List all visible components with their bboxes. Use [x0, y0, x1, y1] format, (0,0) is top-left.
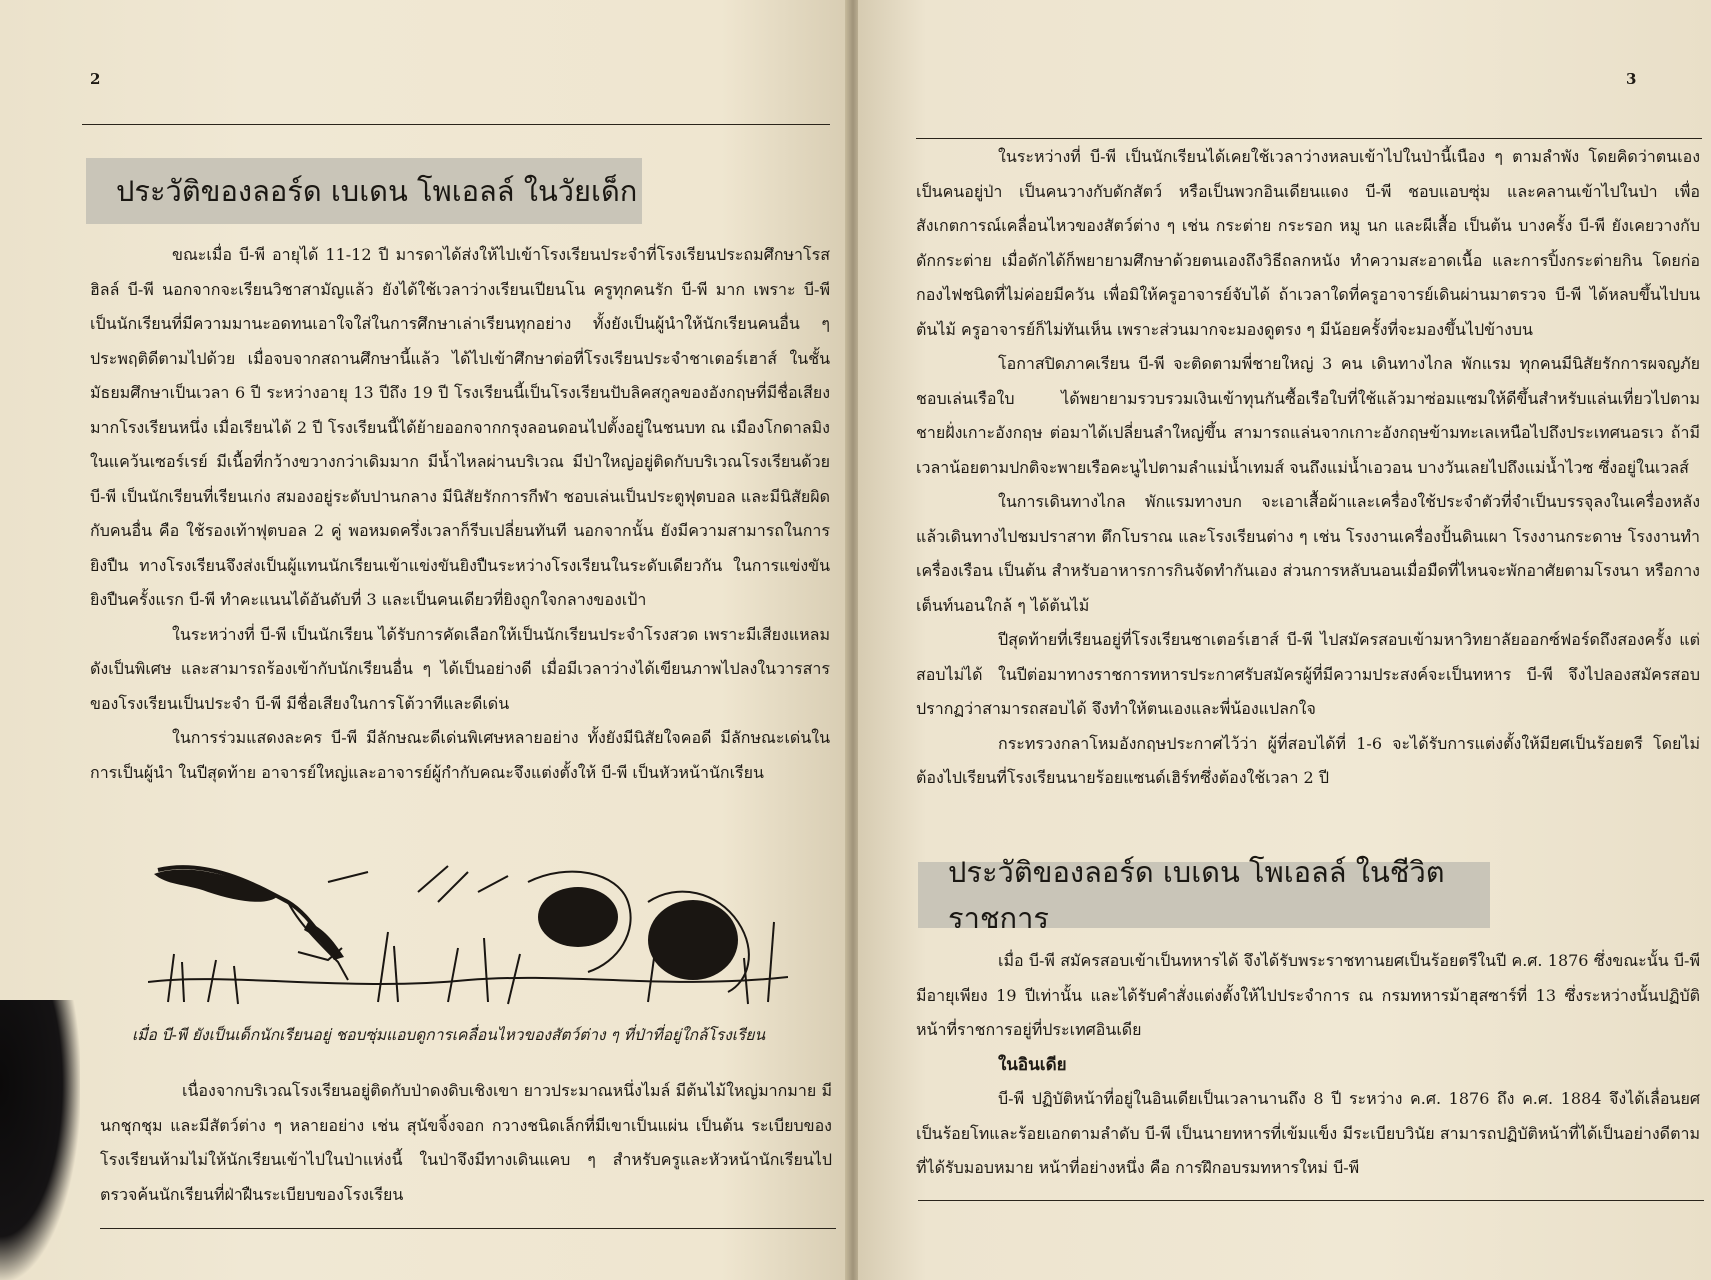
paragraph: โอกาสปิดภาคเรียน บี-พี จะติดตามพี่ชายใหญ่ 3 คน เดินทางไกล พักแรม ทุกคนมีนิสัยรักการผจญภัย ชอบเล่นเรือใบ ได้พยายามรวบรวมเงินเข้าทุนกันซื้อเรือใบที่ใช้แล้วมาซ่อมแซมให้ดีขึ้นสำหรับแล่นเที่ยวไปตามชายฝั่งเกาะอังกฤษ ต่อมาได้เปลี่ยนลำใหญ่ขึ้น สามารถแล่นจากเกาะอังกฤษข้ามทะเลเหนือไปถึงประเทศนอรเว ถ้ามีเวลาน้อยตามปกติจะพายเรือคะนูไปตามลำแม่น้ำเทมส์ จนถึงแม่น้ำเอวอน บางวันเลยไปถึงแม่น้ำไวซ ซึ่งอยู่ในเวลส์ [916, 354, 1700, 477]
section-heading-text: ประวัติของลอร์ด เบเดน โพเอลล์ ในชีวิตราชการ [948, 855, 1445, 935]
paragraph: กระทรวงกลาโหมอังกฤษประกาศไว้ว่า ผู้ที่สอบได้ที่ 1-6 จะได้รับการแต่งตั้งให้มียศเป็นร้อยตรี โดยไม่ต้องไปเรียนที่โรงเรียนนายร้อยแซนด์เฮิร์ทซึ่งต้องใช้เวลา 2 ปี [916, 733, 1700, 787]
paragraph: ในการร่วมแสดงละคร บี-พี มีลักษณะดีเด่นพิเศษหลายอย่าง ทั้งยังมีนิสัยใจคอดี มีลักษณะเด่นในการเป็นผู้นำ ในปีสุดท้าย อาจารย์ใหญ่และอาจารย์ผู้กำกับคณะจึงแต่งตั้งให้ บี-พี เป็นหัวหน้านักเรียน [90, 728, 830, 782]
paragraph: ในระหว่างที่ บี-พี เป็นนักเรียน ได้รับการคัดเลือกให้เป็นนักเรียนประจำโรงสวด เพราะมีเสียงแหลมดังเป็นพิเศษ และสามารถร้องเข้ากับนักเรียนอื่น ๆ ได้เป็นอย่างดี เมื่อมีเวลาว่างได้เขียนภาพไปลงในวารสารของโรงเรียนเป็นประจำ บี-พี มีชื่อเสียงในการโต้วาทีและดีเด่น [90, 624, 830, 713]
thumb-shadow [0, 1000, 80, 1280]
paragraph: ขณะเมื่อ บี-พี อายุได้ 11-12 ปี มารดาได้ส่งให้ไปเข้าโรงเรียนประจำที่โรงเรียนประถมศึกษาโรสฮิลล์ บี-พี นอกจากจะเรียนวิชาสามัญแล้ว ยังได้ใช้เวลาว่างเรียนเปียนโน ครูทุกคนรัก บี-พี มาก เพราะ บี-พี เป็นนักเรียนที่มีความมานะอดทนเอาใจใส่ในการศึกษาเล่าเรียนทุกอย่าง ทั้งยังเป็นผู้นำให้นักเรียนคนอื่น ๆ ประพฤติดีตามไปด้วย เมื่อจบจากสถานศึกษานี้แล้ว ได้ไปเข้าศึกษาต่อที่โรงเรียนประจำชาเตอร์เฮาส์ ในชั้นมัธยมศึกษาเป็นเวลา 6 ปี ระหว่างอายุ 13 ปีถึง 19 ปี โรงเรียนนี้เป็นโรงเรียนปับลิคสกูลของอังกฤษที่มีชื่อเสียงมากโรงเรียนหนึ่ง เมื่อเรียนได้ 2 ปี โรงเรียนนี้ได้ย้ายออกจากกรุงลอนดอนไปตั้งอยู่ในชนบท ณ เมืองโกดาลมิง ในแคว้นเซอร์เรย์ มีเนื้อที่กว้างขวางกว่าเดิมมาก มีน้ำไหลผ่านบริเวณ มีป่าใหญ่อยู่ติดกับบริเวณโรงเรียนด้วย บี-พี เป็นนักเรียนที่เรียนเก่ง สมองอยู่ระดับปานกลาง มีนิสัยรักการกีฬา ชอบเล่นเป็นประตูฟุตบอล และมีนิสัยผิดกับคนอื่น คือ ใช้รองเท้าฟุตบอล 2 คู่ พอหมดครึ่งเวลาก็รีบเปลี่ยนทันที นอกจากนั้น ยังมีความสามารถในการยิงปืน ทางโรงเรียนจึงส่งเป็นผู้แทนนักเรียนเข้าแข่งขันยิงปืนระหว่างโรงเรียนในระดับเดียวกัน ในการแข่งขันยิงปืนครั้งแรก บี-พี ทำคะแนนได้อันดับที่ 3 และเป็นคนเดียวที่ยิงถูกใจกลางของเป้า [90, 245, 830, 609]
subheading: ในอินเดีย [998, 1054, 1067, 1075]
top-rule [916, 138, 1702, 139]
section-heading [918, 855, 1490, 935]
body-text-top [90, 238, 830, 790]
paragraph: บี-พี ปฏิบัติหน้าที่อยู่ในอินเดียเป็นเวลานานถึง 8 ปี ระหว่าง ค.ศ. 1876 ถึง ค.ศ. 1884 จึงได้เลื่อนยศเป็นร้อยโทและร้อยเอกตามลำดับ บี-พี เป็นนายทหารที่เข้มแข็ง มีระเบียบวินัย สามารถปฏิบัติหน้าที่ได้เป็นอย่างดีตามที่ได้รับมอบหมาย หน้าที่อย่างหนึ่ง คือ การฝึกอบรมทหารใหม่ บี-พี [916, 1089, 1700, 1177]
bottom-rule [100, 1228, 836, 1229]
section-heading [86, 158, 642, 224]
section-heading-text: ประวัติของลอร์ด เบเดน โพเอลล์ ในวัยเด็ก [116, 174, 638, 208]
body-text-bottom [100, 1074, 832, 1212]
page-number: 2 [90, 70, 101, 88]
paragraph: ในระหว่างที่ บี-พี เป็นนักเรียนได้เคยใช้เวลาว่างหลบเข้าไปในป่านี้เนือง ๆ ตามลำพัง โดยคิดว่าตนเองเป็นคนอยู่ป่า เป็นคนวางกับดักสัตว์ หรือเป็นพวกอินเดียนแดง บี-พี ชอบแอบซุ่ม และคลานเข้าไปในป่า เพื่อสังเกตการณ์เคลื่อนไหวของสัตว์ต่าง ๆ เช่น กระต่าย กระรอก หมู นก และผีเสื้อ เป็นต้น บางครั้ง บี-พี ยังเคยวางกับดักกระต่าย เมื่อดักได้ก็พยายามศึกษาด้วยตนเองถึงวิธีถลกหนัง ทำความสะอาดเนื้อ และการปิ้งกระต่ายกิน โดยก่อกองไฟชนิดที่ไม่ค่อยมีควัน เพื่อมิให้ครูอาจารย์จับได้ ถ้าเวลาใดที่ครูอาจารย์เดินผ่านมาตรวจ บี-พี ได้หลบขึ้นไปบนต้นไม้ ครูอาจารย์ก็ไม่ทันเห็น เพราะส่วนมากจะมองดูตรง ๆ มีน้อยครั้งที่จะมองขึ้นไปข้างบน [916, 147, 1700, 339]
bottom-rule [918, 1200, 1704, 1201]
top-rule [82, 124, 830, 125]
fox-forest-illustration [148, 862, 788, 1012]
paragraph: เนื่องจากบริเวณโรงเรียนอยู่ติดกับป่าดงดิบเชิงเขา ยาวประมาณหนึ่งไมล์ มีต้นไม้ใหญ่มากมาย มีนกชุกชุม และมีสัตว์ต่าง ๆ หลายอย่าง เช่น สุนัขจิ้งจอก กวางชนิดเล็กที่มีเขาเป็นแผ่น เป็นต้น ระเบียบของโรงเรียนห้ามไม่ให้นักเรียนเข้าไปในป่าแห่งนี้ ในป่าจึงมีทางเดินแคบ ๆ สำหรับครูและหัวหน้านักเรียนไปตรวจค้นนักเรียนที่ฝ่าฝืนระเบียบของโรงเรียน [100, 1081, 832, 1204]
paragraph: ปีสุดท้ายที่เรียนอยู่ที่โรงเรียนชาเตอร์เฮาส์ บี-พี ไปสมัครสอบเข้ามหาวิทยาลัยออกซ์ฟอร์ดถึงสองครั้ง แต่สอบไม่ได้ ในปีต่อมาทางราชการทหารประกาศรับสมัครผู้ที่มีความประสงค์จะเป็นทหาร บี-พี จึงไปลองสมัครสอบ ปรากฏว่าสามารถสอบได้ จึงทำให้ตนเองและพี่น้องแปลกใจ [916, 630, 1700, 718]
paragraph: เมื่อ บี-พี สมัครสอบเข้าเป็นทหารได้ จึงได้รับพระราชทานยศเป็นร้อยตรีในปี ค.ศ. 1876 ซึ่งขณะนั้น บี-พี มีอายุเพียง 19 ปีเท่านั้น และได้รับคำสั่งแต่งตั้งให้ไปประจำการ ณ กรมทหารม้าฮุสซาร์ที่ 13 ซึ่งระหว่างนั้นปฏิบัติหน้าที่ราชการอยู่ที่ประเทศอินเดีย [916, 951, 1700, 1039]
body-text-top [916, 140, 1700, 796]
illustration-caption: เมื่อ บี-พี ยังเป็นเด็กนักเรียนอยู่ ชอบซุ่มแอบดูการเคลื่อนไหวของสัตว์ต่าง ๆ ที่ป่าที่อยู่ใกล้โรงเรียน [132, 1026, 766, 1044]
paragraph: ในการเดินทางไกล พักแรมทางบก จะเอาเสื้อผ้าและเครื่องใช้ประจำตัวที่จำเป็นบรรจุลงในเครื่องหลัง แล้วเดินทางไปชมปราสาท ตึกโบราณ และโรงเรียนต่าง ๆ เช่น โรงงานเครื่องปั้นดินเผา โรงงานกระดาษ โรงงานทำเครื่องเรือน เป็นต้น สำหรับอาหารการกินจัดทำกันเอง ส่วนการหลับนอนเมื่อมืดที่ไหนจะพักอาศัยตามโรงนา หรือกางเต็นท์นอนใกล้ ๆ ได้ต้นไม้ [916, 492, 1700, 615]
left-page [0, 0, 848, 1280]
page-number: 3 [1626, 70, 1637, 88]
right-page [858, 0, 1711, 1280]
body-text-bottom [916, 944, 1700, 1186]
